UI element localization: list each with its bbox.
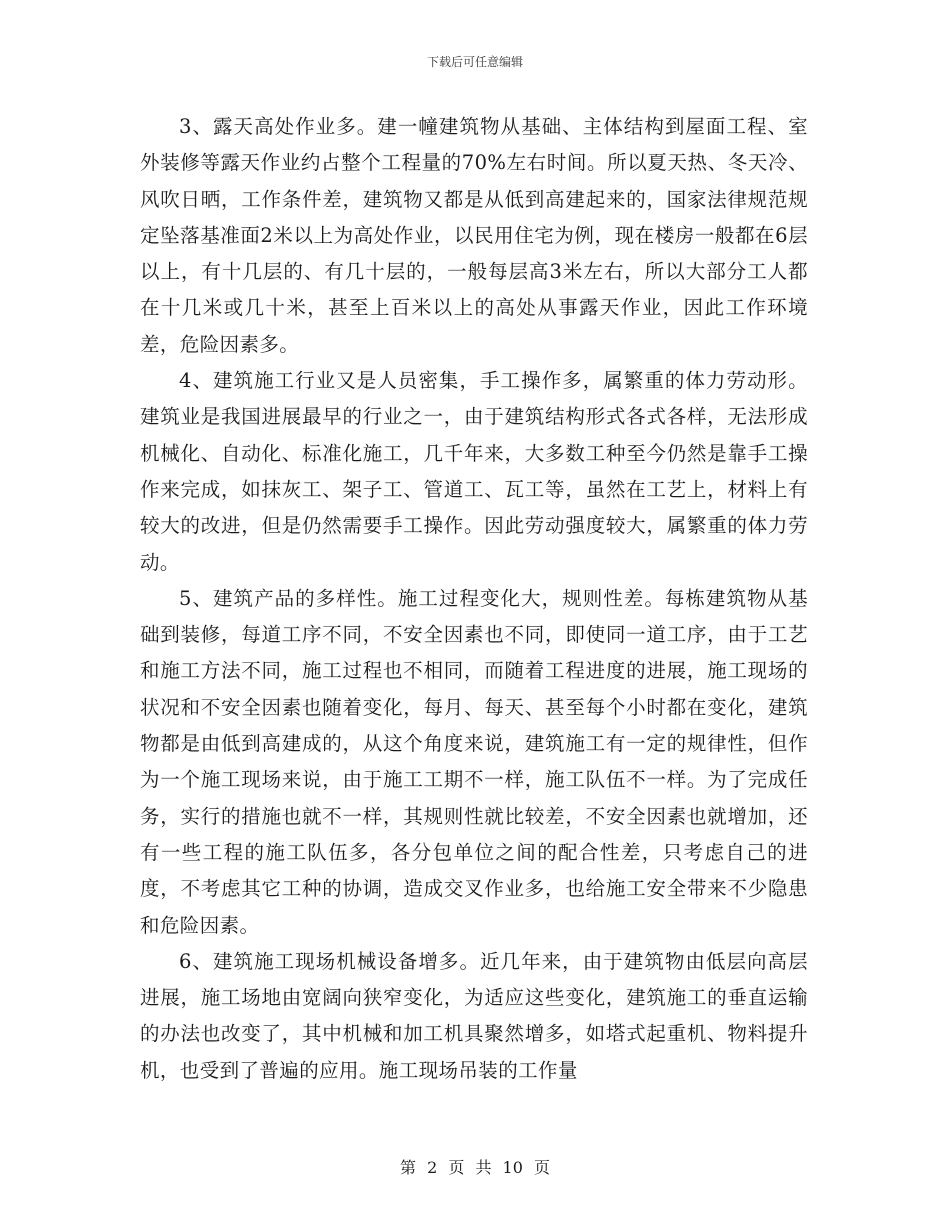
document-body [140, 109, 808, 1089]
paragraph-6: 6、建筑施工现场机械设备增多。近几年来，由于建筑物由低层向高层进展，施工场地由宽阔向狭窄变化，为适应这些变化，建筑施工的垂直运输的办法也改变了，其中机械和加工机具聚然增多，如塔式起重机、物料提升机，也受到了普遍的应用。施工现场吊装的工作量 [140, 949, 808, 1082]
page-footer: 第 2 页 共 10 页 [400, 1158, 550, 1177]
paragraph-3: 3、露天高处作业多。建一幢建筑物从基础、主体结构到屋面工程、室外装修等露天作业约占整个工程量的70%左右时间。所以夏天热、冬天冷、风吹日晒，工作条件差，建筑物又都是从低到高建起来的，国家法律规范规定坠落基准面2米以上为高处作业，以民用住宅为例，现在楼房一般都在6层以上，有十几层的、有几十层的，一般每层高3米左右，所以大部分工人都在十几米或几十米，甚至上百米以上的高处从事露天作业，因此工作环境差，危险因素多。 [140, 115, 808, 356]
paragraph-5: 5、建筑产品的多样性。施工过程变化大，规则性差。每栋建筑物从基础到装修，每道工序不同，不安全因素也不同，即使同一道工序，由于工艺和施工方法不同，施工过程也不相同，而随着工程进度的进展，施工现场的状况和不安全因素也随着变化，每月、每天、甚至每个小时都在变化，建筑物都是由低到高建成的，从这个角度来说，建筑施工有一定的规律性，但作为一个施工现场来说，由于施工工期不一样，施工队伍不一样。为了完成任务，实行的措施也就不一样，其规则性就比较差，不安全因素也就增加，还有一些工程的施工队伍多，各分包单位之间的配合性差，只考虑自己的进度，不考虑其它工种的协调，造成交叉作业多，也给施工安全带来不少隐患和危险因素。 [140, 586, 808, 937]
page-header: 下载后可任意编辑 [426, 55, 523, 69]
paragraph-4: 4、建筑施工行业又是人员密集，手工操作多，属繁重的体力劳动形。建筑业是我国进展最早的行业之一，由于建筑结构形式各式各样，无法形成机械化、自动化、标准化施工，几千年来，大多数工种至今仍然是靠手工操作来完成，如抹灰工、架子工、管道工、瓦工等，虽然在工艺上，材料上有较大的改进，但是仍然需要手工操作。因此劳动强度较大，属繁重的体力劳动。 [140, 369, 808, 574]
